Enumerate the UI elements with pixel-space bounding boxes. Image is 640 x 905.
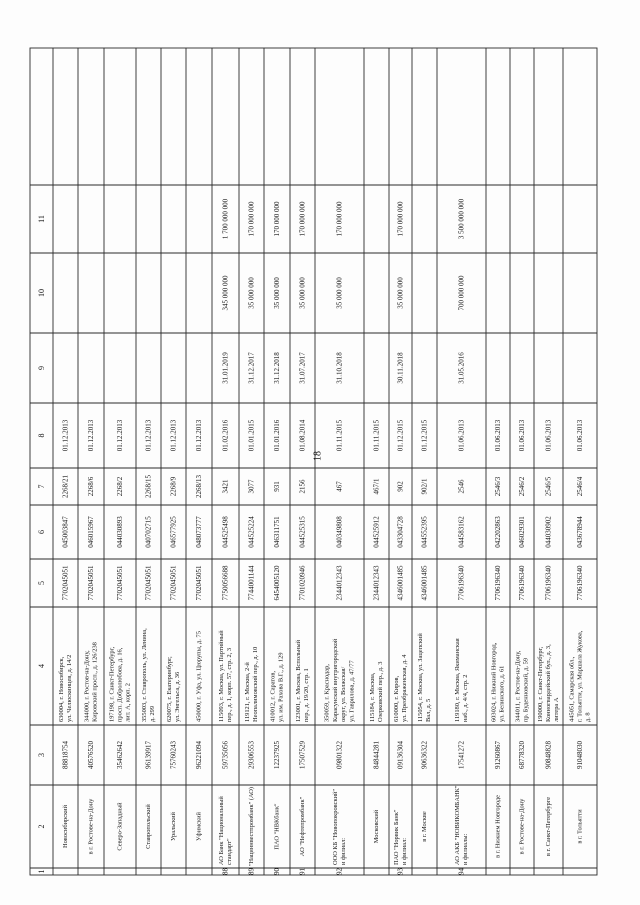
- cell-name: в г. Нижнем Новгороде: [494, 795, 502, 858]
- cell-bik: 048073777: [195, 516, 203, 548]
- column-number: 8: [37, 433, 46, 438]
- cell-address: 119180, г. Москва, Якиманская: [453, 638, 461, 722]
- cell-address: литера А: [553, 697, 561, 722]
- cell-okpo: 88818754: [61, 741, 70, 769]
- cell-okpo: 75760243: [169, 741, 178, 769]
- cell-regnum: 2268/13: [195, 475, 203, 498]
- cell-bik: 046577925: [169, 516, 178, 548]
- cell-regnum: 2156: [298, 479, 307, 494]
- cell-date1: 01.12.2013: [144, 419, 153, 452]
- cell-no: 92: [335, 868, 344, 875]
- cell-date1: 01.01.2015: [247, 419, 256, 452]
- cell-sum2: 170 000 000: [396, 201, 405, 237]
- cell-inn: 7702045051: [144, 565, 153, 601]
- cell-okpo: 09136304: [396, 741, 405, 769]
- cell-sum1: 700 000 000: [457, 275, 466, 311]
- cell-okpo: 84844281: [372, 741, 381, 769]
- cell-name: ПАО "Норвик Банк": [392, 809, 400, 865]
- cell-address: 620075, г. Екатеринбург,: [165, 656, 173, 722]
- cell-no: 94: [457, 868, 466, 875]
- cell-name: в г. Тольятти: [576, 809, 584, 844]
- cell-date1: 01.02.2016: [221, 419, 230, 452]
- cell-date1: 01.12.2013: [87, 419, 95, 452]
- cell-name: "Нациннвестпромбанк" (АО): [248, 786, 255, 867]
- cell-okpo: 91048030: [576, 741, 584, 769]
- cell-date1: 01.08.2014: [298, 419, 307, 452]
- cell-sum1: 35 000 000: [247, 277, 256, 309]
- cell-address: 119121, г. Москва, 2-й: [243, 662, 251, 722]
- cell-address: ул. Белинского, д. 61: [498, 665, 506, 722]
- cell-address: ул. Энгельса, д. 36: [174, 671, 182, 722]
- cell-date1: 01.12.2013: [195, 419, 203, 452]
- cell-okpo: 09801322: [335, 741, 344, 769]
- cell-name: АО Банк "Национальный: [217, 796, 225, 865]
- cell-date2: 31.05.2016: [457, 352, 466, 384]
- cell-name: Московский: [373, 809, 380, 844]
- column-number: 4: [37, 664, 46, 668]
- cell-date2: 31.07.2017: [298, 352, 307, 384]
- cell-okpo: 96139917: [144, 741, 153, 769]
- cell-no: 88: [221, 868, 230, 875]
- cell-date1: 01.12.2013: [116, 419, 124, 452]
- column-number: 11: [37, 215, 46, 223]
- cell-address: наб., д. 4/4, стр. 2: [462, 674, 470, 722]
- cell-regnum: 467: [335, 481, 344, 492]
- cell-okpo: 17507529: [298, 741, 307, 769]
- cell-bik: 042202863: [494, 516, 502, 548]
- cell-address: д. 299: [149, 705, 157, 722]
- cell-date1: 01.06.2013: [576, 419, 584, 452]
- cell-sum1: 35 000 000: [335, 277, 344, 309]
- cell-inn: 7706196340: [576, 565, 584, 601]
- cell-regnum: 2546/3: [494, 476, 502, 497]
- cell-name: и филиалы:: [462, 833, 470, 865]
- cell-date2: 31.10.2018: [335, 352, 344, 384]
- cell-bik: 044525315: [298, 516, 307, 548]
- cell-name: и филиал:: [401, 837, 409, 865]
- cell-inn: 7706196340: [518, 565, 526, 601]
- cell-regnum: 2546: [457, 479, 466, 494]
- cell-address: 350059, г. Краснодар,: [323, 664, 331, 722]
- cell-inn: 4346001485: [396, 565, 405, 601]
- cell-inn: 7750056688: [221, 565, 230, 601]
- cell-sum1: 35 000 000: [298, 277, 307, 309]
- cell-name: в г. Ростове-на-Дону: [518, 798, 526, 855]
- cell-date2: 31.12.2017: [247, 352, 256, 384]
- cell-regnum: 2268/21: [61, 475, 70, 498]
- cell-date2: 31.01.2019: [221, 352, 230, 384]
- cell-address: 445051, Самарская обл.,: [568, 656, 576, 722]
- cell-address: ул. Гаврилова, д. 47/77: [348, 660, 356, 722]
- cell-inn: 7701020946: [298, 565, 307, 601]
- cell-sum1: 35 000 000: [273, 277, 281, 309]
- cell-date1: 01.06.2013: [494, 419, 502, 452]
- cell-bik: 045003847: [61, 516, 70, 548]
- column-number: 6: [37, 530, 46, 534]
- cell-regnum: 931: [273, 481, 281, 492]
- cell-inn: 7706196340: [494, 565, 502, 601]
- cell-address: пер., д. 1, корп. 57, стр. 2, 3: [226, 647, 234, 722]
- cell-no: 89: [247, 868, 256, 875]
- cell-name: Уральский: [170, 812, 177, 841]
- cell-address: 197198, г. Санкт-Петербург,: [108, 646, 116, 722]
- cell-sum1: 35 000 000: [396, 277, 405, 309]
- cell-inn: 2344012343: [335, 565, 344, 601]
- cell-regnum: 3077: [247, 479, 256, 494]
- cell-bik: 046311751: [273, 516, 281, 548]
- cell-okpo: 17541272: [457, 741, 466, 769]
- cell-address: 115184, г. Москва,: [368, 672, 376, 722]
- cell-address: 630004, г. Новосибирск,: [57, 656, 65, 722]
- cell-address: Карасунский внутригородской: [331, 638, 339, 722]
- cell-address: г. Тольятти, ул. Маршала Жукова,: [576, 630, 584, 722]
- cell-bik: 044583162: [457, 516, 466, 548]
- cell-okpo: 59735056: [221, 741, 230, 769]
- cell-bik: 044525912: [372, 516, 381, 548]
- cell-name: Северо-Западный: [116, 802, 124, 851]
- cell-address: Вал, д. 5: [425, 698, 433, 722]
- cell-inn: 6454005120: [273, 565, 281, 601]
- cell-address: 344000, г. Ростов-на-Дону,: [83, 650, 91, 722]
- cell-inn: 7702045051: [87, 565, 95, 601]
- cell-address: Неопалимовский пер., д. 10: [252, 646, 260, 722]
- cell-sum2: 170 000 000: [335, 201, 344, 237]
- cell-name: Ставропольский: [145, 804, 152, 849]
- cell-date1: 01.11.2015: [335, 419, 344, 452]
- cell-address: Кировский просп., д. 126/238: [91, 642, 99, 722]
- cell-regnum: 902: [396, 481, 405, 492]
- cell-inn: 7702045051: [195, 565, 203, 601]
- cell-name: ООО КБ "Новопокровский": [331, 788, 339, 865]
- cell-bik: 043304728: [396, 516, 405, 548]
- cell-date1: 01.11.2015: [372, 419, 381, 452]
- cell-address: д. 8: [584, 712, 592, 722]
- cell-name: в г. Санкт-Петербурге: [545, 796, 552, 857]
- cell-sum1: 345 000 000: [221, 275, 230, 311]
- cell-address: пер., д. 19/20, стр. 1: [303, 668, 311, 722]
- cell-okpo: 29306553: [247, 741, 256, 769]
- cell-inn: 7706196340: [457, 565, 466, 601]
- cell-name: Новосибирский: [62, 804, 69, 849]
- cell-regnum: 902/1: [420, 478, 429, 495]
- cell-address: 344011, г. Ростов-на-Дону,: [514, 650, 522, 722]
- cell-bik: 044525498: [221, 516, 230, 548]
- cell-regnum: 2546/2: [518, 476, 526, 497]
- cell-date1: 01.06.2013: [518, 419, 526, 452]
- cell-bik: 044030893: [116, 516, 124, 548]
- cell-address: ул. Преображенская, д. 4: [401, 654, 409, 722]
- cell-bik: 040349808: [335, 516, 344, 548]
- cell-date1: 01.12.2013: [169, 419, 178, 452]
- cell-inn: 7702045051: [61, 565, 70, 601]
- cell-date1: 01.12.2013: [61, 419, 70, 452]
- cell-name: в г. Москве: [421, 811, 428, 842]
- cell-address: Озерковский пер., д. 3: [377, 661, 385, 722]
- cell-regnum: 2268/6: [87, 476, 95, 497]
- cell-okpo: 91260867: [494, 741, 502, 769]
- cell-address: округ, ул. Волжская/: [340, 666, 348, 722]
- column-number: 5: [37, 581, 46, 585]
- cell-okpo: 90636322: [420, 741, 429, 769]
- cell-no: 90: [273, 868, 281, 875]
- cell-bik: 040702715: [144, 516, 153, 548]
- cell-date2: 31.12.2018: [273, 352, 281, 384]
- cell-okpo: 96221094: [195, 741, 203, 769]
- cell-address: 115093, г. Москва, ул. Партийный: [217, 630, 225, 722]
- page-number-text: 18: [312, 451, 324, 461]
- cell-address: 603024, г. Нижний Новгород,: [490, 642, 498, 722]
- cell-address: 355003, г. Ставрополь, ул. Ленина,: [140, 628, 148, 722]
- cell-address: 115054, г. Москва, ул. Зацепский: [416, 633, 424, 722]
- cell-no: 91: [298, 868, 307, 875]
- column-number: 3: [37, 753, 46, 757]
- cell-bik: 043678944: [576, 516, 584, 548]
- cell-sum2: 170 000 000: [298, 201, 307, 237]
- cell-name: стандарт": [226, 838, 234, 865]
- cell-sum2: 170 000 000: [247, 201, 256, 237]
- cell-inn: 4346001485: [420, 565, 429, 601]
- column-number: 1: [37, 869, 46, 874]
- cell-address: 450000, г. Уфа, ул. Цюрупы, д. 75: [195, 631, 203, 722]
- cell-bik: 046015967: [87, 516, 95, 548]
- cell-address: просп. Добролюбова, д. 16,: [116, 647, 124, 722]
- cell-date1: 01.12.2015: [396, 419, 405, 452]
- cell-regnum: 2268/15: [144, 475, 153, 498]
- cell-name: Уфимский: [195, 812, 203, 841]
- cell-regnum: 2268/2: [116, 476, 124, 497]
- cell-bik: 044030902: [544, 516, 553, 548]
- cell-regnum: 2268/9: [169, 476, 178, 497]
- cell-address: 410012, г. Саратов,: [269, 671, 277, 722]
- cell-regnum: 2546/4: [576, 476, 584, 497]
- cell-sum2: 1 700 000 000: [221, 198, 230, 240]
- cell-inn: 7744001144: [247, 565, 256, 601]
- cell-inn: 7702045051: [116, 565, 124, 601]
- cell-sum2: 170 000 000: [273, 201, 281, 237]
- cell-name: в г. Ростове-на-Дону: [87, 798, 95, 855]
- column-number: 10: [37, 289, 46, 297]
- column-number: 2: [37, 824, 46, 829]
- cell-address: ул. им. Рахова В.Г., д. 129: [277, 652, 285, 722]
- cell-inn: 2344012343: [372, 565, 381, 601]
- cell-date1: 01.01.2016: [273, 419, 281, 452]
- cell-address: лит. А, корп. 2: [124, 683, 132, 722]
- cell-date1: 01.06.2013: [457, 419, 466, 452]
- cell-inn: 7702045051: [169, 565, 178, 601]
- cell-date1: 01.06.2013: [544, 419, 553, 452]
- cell-name: и филиал:: [340, 837, 348, 865]
- cell-address: Конногвардейский бул., д. 3,: [545, 644, 552, 722]
- cell-inn: 7706196340: [544, 565, 553, 601]
- cell-okpo: 12237925: [273, 741, 281, 769]
- cell-name: АО "Нефтепромбанк": [299, 796, 306, 857]
- cell-bik: 044552395: [420, 516, 429, 548]
- cell-name: АО АКБ "НОВИКОМБАНК": [453, 785, 461, 865]
- cell-address: 123001, г. Москва, Вспольный: [294, 639, 302, 722]
- cell-bik: 046029301: [518, 516, 526, 548]
- column-number: 7: [37, 484, 46, 489]
- cell-name: ПАО "НВКбанк": [273, 803, 281, 850]
- cell-address: 610000, г. Киров,: [392, 675, 400, 722]
- cell-okpo: 35462642: [116, 741, 124, 769]
- cell-regnum: 2546/5: [544, 476, 553, 497]
- cell-address: пр. Буденновский, д. 59: [522, 657, 530, 722]
- cell-address: 190000, г. Санкт-Петербург,: [536, 646, 544, 722]
- cell-date2: 30.11.2018: [396, 352, 405, 384]
- cell-sum2: 3 500 000 000: [457, 198, 466, 240]
- cell-regnum: 3421: [221, 479, 230, 494]
- cell-no: 93: [396, 868, 405, 875]
- cell-bik: 044525224: [247, 516, 256, 548]
- cell-okpo: 68778320: [518, 741, 526, 769]
- cell-okpo: 90848828: [544, 741, 553, 769]
- cell-okpo: 40576520: [87, 741, 95, 769]
- cell-address: ул. Челюскинцев, д. 14/2: [66, 654, 74, 722]
- column-number: 9: [37, 366, 46, 370]
- cell-date1: 01.12.2015: [420, 419, 429, 452]
- cell-regnum: 467/1: [372, 478, 381, 495]
